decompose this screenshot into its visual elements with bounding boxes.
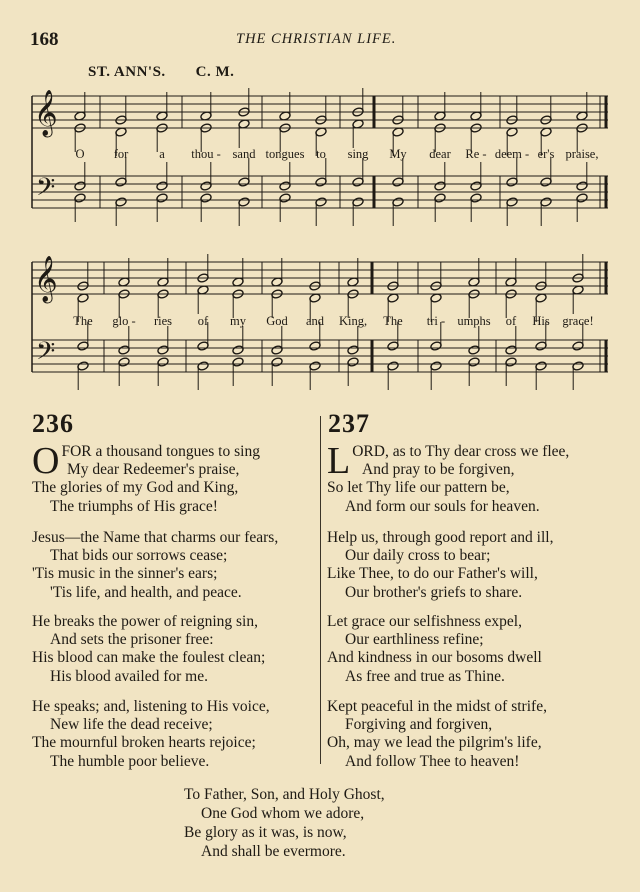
- note-head: [535, 341, 547, 351]
- note-head: [352, 177, 364, 187]
- note-head: [74, 181, 86, 191]
- note-head: [392, 197, 404, 207]
- running-head: THE CHRISTIAN LIFE.: [236, 31, 397, 47]
- stanza-line: Our brother's griefs to share.: [345, 583, 523, 601]
- stanza-line: And form our souls for heaven.: [345, 497, 540, 515]
- lyric-syllable: tongues: [265, 147, 305, 161]
- stanza-line-text: FOR a thousand tongues to sing: [61, 443, 260, 460]
- lyric-syllable: and: [305, 314, 325, 328]
- note-head: [200, 193, 212, 203]
- lyric-syllable: of: [197, 314, 209, 328]
- stanza-line: 'Tis music in the sinner's ears;: [32, 565, 218, 583]
- lyric-syllable: King,: [338, 314, 368, 328]
- stanza-line: And sets the prisoner free:: [50, 631, 214, 649]
- stanza-line: The glories of my God and King,: [32, 479, 239, 497]
- stanza-line: The humble poor believe.: [50, 752, 210, 770]
- note-head: [115, 197, 127, 207]
- hymn-237-stanza-2: [327, 529, 553, 602]
- note-head: [576, 193, 588, 203]
- hymn-237-stanza-3: [327, 613, 542, 686]
- note-head: [430, 341, 442, 351]
- note-head: [392, 177, 404, 187]
- note-head: [156, 181, 168, 191]
- lyric-syllable: grace!: [562, 314, 594, 328]
- stanza-line: Forgiving and forgiven,: [345, 716, 493, 734]
- hymn-236-stanza-3: [32, 613, 265, 686]
- lyric-syllable: sand: [232, 147, 256, 161]
- column-divider: [320, 416, 321, 764]
- lyric-syllable: His: [532, 314, 550, 328]
- stanza-line: Help us, through good report and ill,: [327, 529, 554, 546]
- doxology-line: One God whom we adore,: [201, 805, 365, 822]
- hymn-236-stanza-2: [32, 529, 278, 602]
- stanza-line: Our daily cross to bear;: [345, 547, 491, 565]
- bass-clef-icon: 𝄢: [36, 173, 56, 208]
- note-head: [271, 345, 283, 355]
- note-head: [279, 181, 291, 191]
- lyric-syllable: God: [266, 314, 288, 328]
- lyric-syllable: The: [383, 314, 403, 328]
- stanza-line: New life the dead receive;: [50, 716, 213, 734]
- treble-clef-icon: 𝄞: [34, 90, 58, 136]
- stanza-line: Oh, may we lead the pilgrim's life,: [327, 734, 542, 752]
- note-head: [200, 181, 212, 191]
- note-head: [572, 341, 584, 351]
- stanza-line: And follow Thee to heaven!: [345, 752, 520, 770]
- lyric-syllable: deem -: [494, 147, 530, 161]
- note-head: [506, 197, 518, 207]
- note-head: [115, 177, 127, 187]
- stanza-line: Our earthliness refine;: [345, 631, 484, 649]
- stanza-line: The triumphs of His grace!: [50, 497, 218, 515]
- lyric-syllable: umphs: [457, 314, 491, 328]
- note-head: [470, 193, 482, 203]
- lyric-syllable: my: [230, 314, 246, 328]
- stanza-line: So let Thy life our pattern be,: [327, 479, 510, 497]
- lyric-syllable: thou -: [191, 147, 221, 161]
- hymn-236-stanza-4: [32, 698, 270, 771]
- page-number: 168: [30, 29, 59, 50]
- note-head: [387, 341, 399, 351]
- stanza-line: And pray to be forgiven,: [362, 461, 515, 479]
- note-head: [156, 193, 168, 203]
- note-head: [468, 357, 480, 367]
- note-head: [238, 197, 250, 207]
- lyric-syllable: praise,: [565, 147, 599, 161]
- stanza-line: And kindness in our bosoms dwell: [327, 649, 542, 667]
- lyric-syllable: a: [159, 147, 165, 161]
- lyric-syllable: to: [316, 147, 326, 161]
- stanza-line: He speaks; and, listening to His voice,: [32, 698, 270, 715]
- note-head: [232, 345, 244, 355]
- note-head: [540, 197, 552, 207]
- treble-clef-icon: 𝄞: [34, 256, 58, 302]
- note-head: [572, 361, 584, 371]
- note-head: [118, 357, 130, 367]
- note-head: [352, 197, 364, 207]
- note-head: [309, 361, 321, 371]
- note-head: [309, 341, 321, 351]
- hymn-236-stanza-1: [32, 440, 260, 516]
- note-head: [118, 345, 130, 355]
- note-head: [540, 177, 552, 187]
- tune-meter: C. M.: [195, 64, 235, 80]
- note-head: [279, 193, 291, 203]
- lyric-syllable: tri -: [426, 314, 446, 328]
- tune-name: ST. ANN'S.: [88, 64, 166, 80]
- note-head: [468, 345, 480, 355]
- note-head: [271, 357, 283, 367]
- lyric-syllable: er's: [537, 147, 555, 161]
- doxology-line: Be glory as it was, is now,: [184, 824, 347, 841]
- hymn-number-237: 237: [328, 409, 370, 438]
- stanza-line: Kept peaceful in the midst of strife,: [327, 698, 547, 715]
- stanza-line: Jesus—the Name that charms our fears,: [32, 529, 279, 546]
- lyric-syllable: The: [73, 314, 93, 328]
- hymn-237-stanza-1: [327, 440, 570, 516]
- note-head: [197, 361, 209, 371]
- note-head: [238, 177, 250, 187]
- note-head: [315, 197, 327, 207]
- hymn-237-stanza-4: [327, 698, 547, 771]
- lyric-syllable: My: [389, 147, 407, 161]
- note-head: [535, 361, 547, 371]
- bass-clef-icon: 𝄢: [36, 337, 56, 372]
- note-head: [470, 181, 482, 191]
- note-head: [434, 193, 446, 203]
- doxology-line: To Father, Son, and Holy Ghost,: [184, 786, 385, 803]
- lyric-syllable: Re -: [465, 147, 487, 161]
- note-head: [576, 181, 588, 191]
- lyric-syllable: sing: [347, 147, 369, 161]
- note-head: [434, 181, 446, 191]
- note-head: [77, 341, 89, 351]
- stanza-line: His blood availed for me.: [50, 667, 208, 685]
- stanza-line-text: ORD, as to Thy dear cross we flee,: [352, 443, 570, 460]
- stanza-line: The mournful broken hearts rejoice;: [32, 734, 256, 752]
- stanza-line: His blood can make the foulest clean;: [32, 649, 266, 667]
- note-head: [74, 193, 86, 203]
- note-head: [315, 177, 327, 187]
- drop-cap: O: [32, 440, 60, 482]
- lyric-syllable: glo -: [112, 314, 136, 328]
- note-head: [505, 345, 517, 355]
- lyric-syllable: dear: [429, 147, 451, 161]
- lyric-syllable: of: [505, 314, 517, 328]
- lyric-syllable: O: [75, 147, 85, 161]
- note-head: [430, 361, 442, 371]
- note-head: [347, 357, 359, 367]
- doxology-line: And shall be evermore.: [201, 843, 346, 860]
- note-head: [157, 345, 169, 355]
- stanza-line: That bids our sorrows cease;: [50, 547, 228, 565]
- drop-cap: L: [327, 440, 351, 482]
- note-head: [77, 361, 89, 371]
- lyric-syllable: ries: [153, 314, 173, 328]
- stanza-line: 'Tis life, and health, and peace.: [50, 583, 242, 601]
- note-head: [506, 177, 518, 187]
- note-head: [157, 357, 169, 367]
- stanza-line: My dear Redeemer's praise,: [67, 461, 240, 479]
- doxology: [184, 785, 385, 861]
- stanza-line: Like Thee, to do our Father's will,: [327, 565, 538, 583]
- hymn-number-236: 236: [32, 409, 74, 438]
- music-score: [0, 0, 640, 392]
- stanza-line: He breaks the power of reigning sin,: [32, 613, 258, 630]
- stanza-line: As free and true as Thine.: [345, 667, 505, 685]
- note-head: [505, 357, 517, 367]
- bass-staff: [32, 176, 608, 208]
- note-head: [347, 345, 359, 355]
- note-head: [197, 341, 209, 351]
- lyric-syllable: for: [113, 147, 129, 161]
- note-head: [232, 357, 244, 367]
- stanza-line: Let grace our selfishness expel,: [327, 613, 522, 630]
- note-head: [387, 361, 399, 371]
